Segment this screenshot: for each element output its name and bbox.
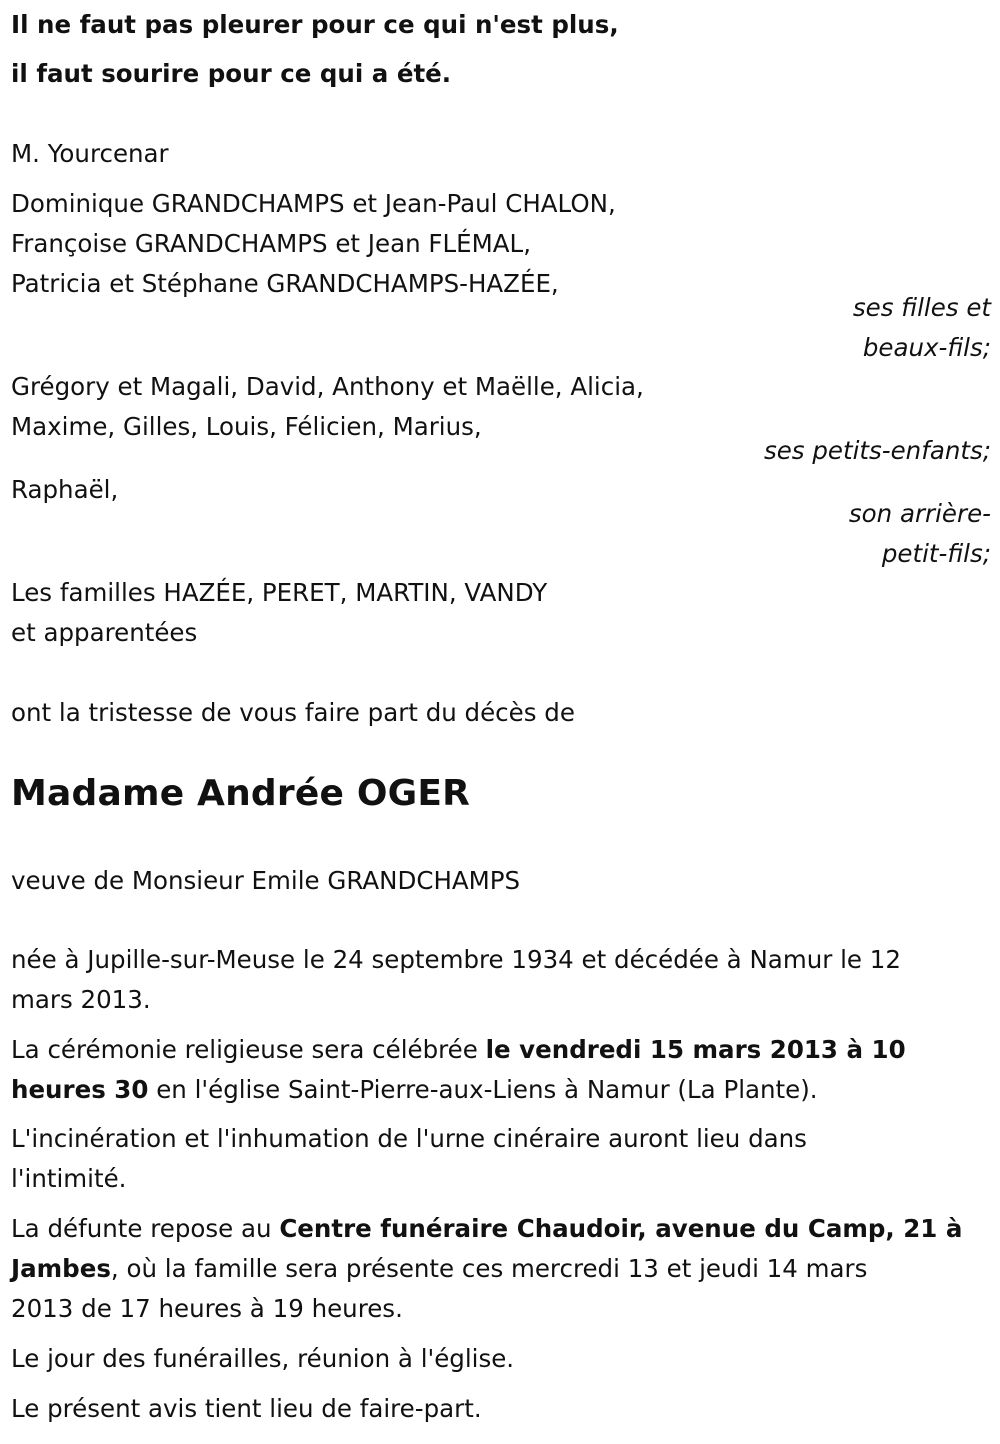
repose-line-2 — [11, 1254, 867, 1283]
quote-line-1: Il ne faut pas pleurer pour ce qui n'est plus, — [11, 10, 619, 39]
grandchildren-line-1: Grégory et Magali, David, Anthony et Maëlle, Alicia, — [11, 372, 644, 401]
birth-death-line-2: mars 2013. — [11, 985, 151, 1014]
repose-text: La défunte repose au — [11, 1214, 280, 1243]
repose-line-3: 2013 de 17 heures à 19 heures. — [11, 1294, 403, 1323]
repose-city: Jambes — [11, 1254, 111, 1283]
great-grandchild-role-1: son arrière- — [848, 499, 991, 528]
ceremony-text: La cérémonie religieuse sera célébrée — [11, 1035, 486, 1064]
repose-location: Centre funéraire Chaudoir, avenue du Camp, 21 à — [279, 1214, 963, 1243]
ceremony-place: en l'église Saint-Pierre-aux-Liens à Namur (La Plante). — [148, 1075, 818, 1104]
daughters-line-2: Françoise GRANDCHAMPS et Jean FLÉMAL, — [11, 229, 531, 258]
ceremony-line-1 — [11, 1035, 906, 1064]
obituary-notice — [11, 0, 991, 1444]
great-grandchild-line: Raphaël, — [11, 475, 119, 504]
great-grandchild-role-2: petit-fils; — [881, 539, 991, 568]
repose-line-1 — [11, 1214, 962, 1243]
announcement: ont la tristesse de vous faire part du décès de — [11, 698, 575, 727]
quote-line-2: il faut sourire pour ce qui a été. — [11, 59, 452, 88]
grandchildren-role: ses petits-enfants; — [763, 436, 991, 465]
daughters-line-1: Dominique GRANDCHAMPS et Jean-Paul CHALON, — [11, 189, 616, 218]
ceremony-line-2 — [11, 1075, 818, 1104]
families-line-2: et apparentées — [11, 618, 198, 647]
ceremony-time: heures 30 — [11, 1075, 149, 1104]
families-line-1: Les familles HAZÉE, PERET, MARTIN, VANDY — [11, 578, 548, 607]
daughters-line-3: Patricia et Stéphane GRANDCHAMPS-HAZÉE, — [11, 269, 559, 298]
incineration-line-1: L'incinération et l'inhumation de l'urne cinéraire auront lieu dans — [11, 1124, 807, 1153]
quote-author: M. Yourcenar — [11, 139, 169, 168]
incineration-line-2: l'intimité. — [11, 1164, 127, 1193]
widow-of: veuve de Monsieur Emile GRANDCHAMPS — [11, 866, 521, 895]
ceremony-date: le vendredi 15 mars 2013 à 10 — [485, 1035, 906, 1064]
notice: Le présent avis tient lieu de faire-part. — [11, 1394, 482, 1423]
deceased-name: Madame Andrée OGER — [11, 773, 471, 814]
repose-visit: , où la famille sera présente ces mercredi 13 et jeudi 14 mars — [110, 1254, 868, 1283]
daughters-role-1: ses filles et — [852, 293, 991, 322]
grandchildren-line-2: Maxime, Gilles, Louis, Félicien, Marius, — [11, 412, 482, 441]
daughters-role-2: beaux-fils; — [862, 333, 991, 362]
birth-death-line-1: née à Jupille-sur-Meuse le 24 septembre 1934 et décédée à Namur le 12 — [11, 945, 901, 974]
funeral-day: Le jour des funérailles, réunion à l'église. — [11, 1344, 515, 1373]
